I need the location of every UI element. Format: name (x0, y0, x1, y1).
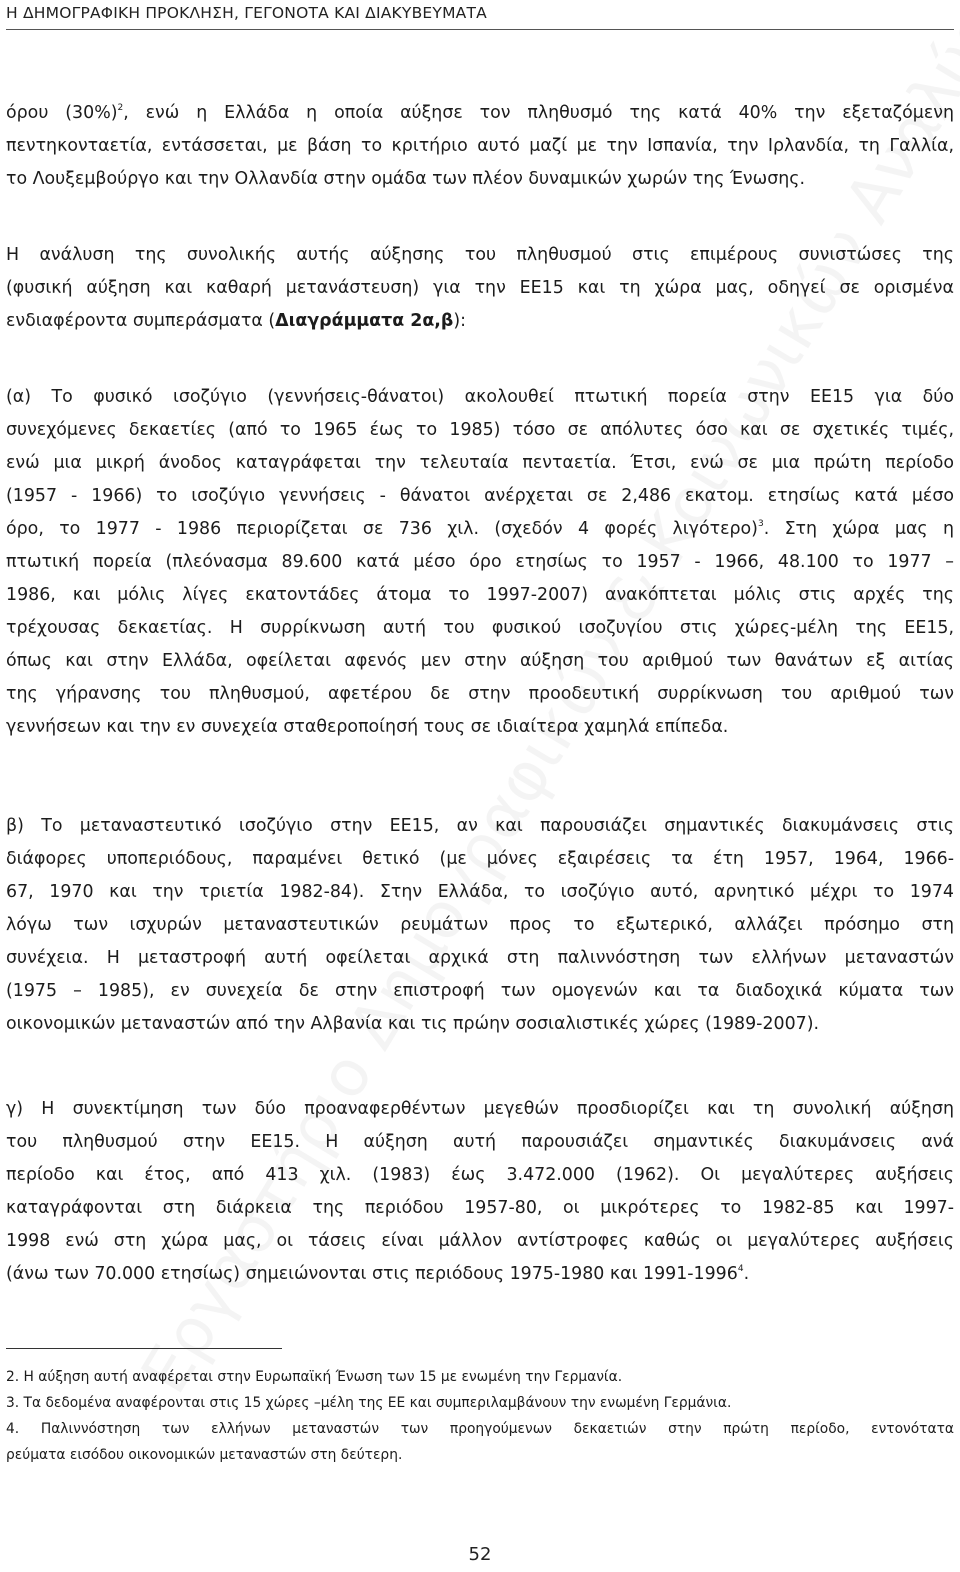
text-line: 1998 ενώ στη χώρα μας, οι τάσεις είναι μάλλον αντίστροφες καθώς οι μεγαλύτερες αυξήσεις (6, 1231, 954, 1251)
text-line: (άνω των 70.000 ετησίως) σημειώνονται στις περιόδους 1975-1980 και 1991-1996$^4$. (6, 1264, 750, 1284)
text-line: της γήρανσης του πληθυσμού, αφετέρου δε στην προοδευτική συρρίκνωση του αριθμού των (6, 684, 954, 704)
text-line: ενδιαφέροντα συμπεράσματα (Διαγράμματα 2α,β): (6, 311, 466, 331)
footnote-4: 4. Παλιννόστηση των ελλήνων μεταναστών των προηγούμενων δεκαετιών στην πρώτη περίοδο, εντονότατα (6, 1421, 954, 1437)
footnote-4-continued: ρεύματα εισόδου οικονομικών μεταναστών στη δεύτερη. (6, 1447, 403, 1463)
text-line: όπως και στην Ελλάδα, οφείλεται αφενός μεν στην αύξηση του αριθμού των θανάτων εξ αιτίας (6, 651, 954, 671)
footnote-ref-3[interactable]: 3 (757, 519, 764, 529)
text-line: λόγω των ισχυρών μεταναστευτικών ρευμάτων προς το εξωτερικό, αλλάζει πρόσημο στη (6, 915, 954, 935)
text-line: β) Το μεταναστευτικό ισοζύγιο στην ΕΕ15, αν και παρουσιάζει σημαντικές διακυμάνσεις στις (6, 816, 954, 836)
page-number: 52 (468, 1544, 492, 1565)
text-line: οικονομικών μεταναστών από την Αλβανία και τις πρώην σοσιαλιστικές χώρες (1989-2007). (6, 1014, 820, 1034)
text-line: (1975 – 1985), εν συνεχεία δε στην επιστροφή των ομογενών και τα διαδοχικά κύματα των (6, 981, 954, 1001)
paragraph-section-a (6, 381, 954, 744)
text-line: όρου $(30\%)^2$, ενώ η Ελλάδα η οποία αύξησε τον πληθυσμό της κατά 40% την εξεταζόμενη (6, 103, 954, 123)
text-line: διάφορες υποπεριόδους, παραμένει θετικό (με μόνες εξαιρέσεις τα έτη 1957, 1964, 1966- (6, 849, 954, 869)
footnote-divider (6, 1348, 282, 1349)
text-line: του πληθυσμού στην ΕΕ15. Η αύξηση αυτή παρουσιάζει σημαντικές διακυμάνσεις ανά (6, 1132, 954, 1152)
running-header: Η ΔΗΜΟΓΡΑΦΙΚΗ ΠΡΟΚΛΗΣΗ, ΓΕΓΟΝΟΤΑ ΚΑΙ ΔΙΑΚΥΒΕΥΜΑΤΑ (6, 4, 487, 22)
text-line: τρέχουσας δεκαετίας. Η συρρίκνωση αυτή του φυσικού ισοζυγίου στις χώρες-μέλη της ΕΕ15, (6, 618, 954, 638)
text-line: γ) Η συνεκτίμηση των δύο προαναφερθέντων μεγεθών προσδιορίζει και τη συνολική αύξηση (6, 1099, 954, 1119)
text-line: καταγράφονται στη διάρκεια της περιόδου 1957-80, οι μικρότερες το 1982-85 και 1997- (6, 1198, 954, 1218)
footnote-3: 3. Τα δεδομένα αναφέρονται στις 15 χώρες –μέλη της ΕΕ και συμπεριλαμβάνουν την ενωμένη Γερμάνια. (6, 1395, 732, 1411)
text-line: (φυσική αύξηση και καθαρή μετανάστευση) για την ΕΕ15 και τη χώρα μας, οδηγεί σε ορισμένα (6, 278, 954, 298)
text-line: πτωτική πορεία (πλεόνασμα 89.600 κατά μέσο όρο ετησίως το 1957 - 1966, 48.100 το 1977 – (6, 552, 954, 572)
text-line: συνεχόμενες δεκαετίες (από το 1965 έως το 1985) τόσο σε απόλυτες όσο και σε σχετικές τιμές, (6, 420, 954, 440)
text-line: γεννήσεων και την εν συνεχεία σταθεροποίησή τους σε ιδιαίτερα χαμηλά επίπεδα. (6, 717, 729, 737)
footnote-2: 2. Η αύξηση αυτή αναφέρεται στην Ευρωπαϊκή Ένωση των 15 με ενωμένη την Γερμανία. (6, 1369, 623, 1385)
text-line: όρο, το 1977 - 1986 περιορίζεται σε 736 χιλ. (σχεδόν 4 φορές λιγότερο)$^3$. Στη χώρα μας η (6, 519, 954, 539)
text-line: (1957 - 1966) το ισοζύγιο γεννήσεις - θάνατοι ανέρχεται σε 2,486 εκατομ. ετησίως κατά μέσο (6, 486, 954, 506)
text-line: 1986, και μόλις λίγες εκατοντάδες άτομα το 1997-2007) ανακόπτεται μόλις στις αρχές της (6, 585, 954, 605)
footnotes (6, 1364, 954, 1468)
text-line: 67, 1970 και την τριετία 1982-84). Στην Ελλάδα, το ισοζύγιο αυτό, αρνητικό μέχρι το 1974 (6, 882, 954, 902)
text-line: πεντηκονταετία, εντάσσεται, με βάση το κριτήριο αυτό μαζί με την Ισπανία, την Ιρλανδία, τη Γαλλία, (6, 136, 954, 156)
footnote-ref-4[interactable]: 4 (737, 1264, 744, 1274)
text-line: ενώ μια μικρή άνοδος καταγράφεται την τελευταία πενταετία. Έτσι, ενώ σε μια πρώτη περίοδο (6, 453, 954, 473)
header-rule (6, 29, 954, 30)
paragraph-section-c (6, 1093, 954, 1291)
footnote-ref-2[interactable]: 2 (117, 103, 124, 113)
text-line: (α) Το φυσικό ισοζύγιο (γεννήσεις-θάνατοι) ακολουθεί πτωτική πορεία στην ΕΕ15 για δύο (6, 387, 954, 407)
text-line: συνέχεια. Η μεταστροφή αυτή οφείλεται αρχικά στη παλιννόστηση των ελλήνων μεταναστών (6, 948, 954, 968)
paragraph-section-b (6, 810, 954, 1041)
paragraph-analysis (6, 239, 954, 338)
text-line: το Λουξεμβούργο και την Ολλανδία στην ομάδα των πλέον δυναμικών χωρών της Ένωσης. (6, 169, 805, 189)
paragraph-intro (6, 97, 954, 196)
text-line: Η ανάλυση της συνολικής αυτής αύξησης του πληθυσμού στις επιμέρους συνιστώσες της (6, 245, 954, 265)
diagram-reference: Διαγράμματα 2α,β (275, 311, 454, 331)
text-line: περίοδο και έτος, από 413 χιλ. (1983) έως 3.472.000 (1962). Οι μεγαλύτερες αυξήσεις (6, 1165, 954, 1185)
